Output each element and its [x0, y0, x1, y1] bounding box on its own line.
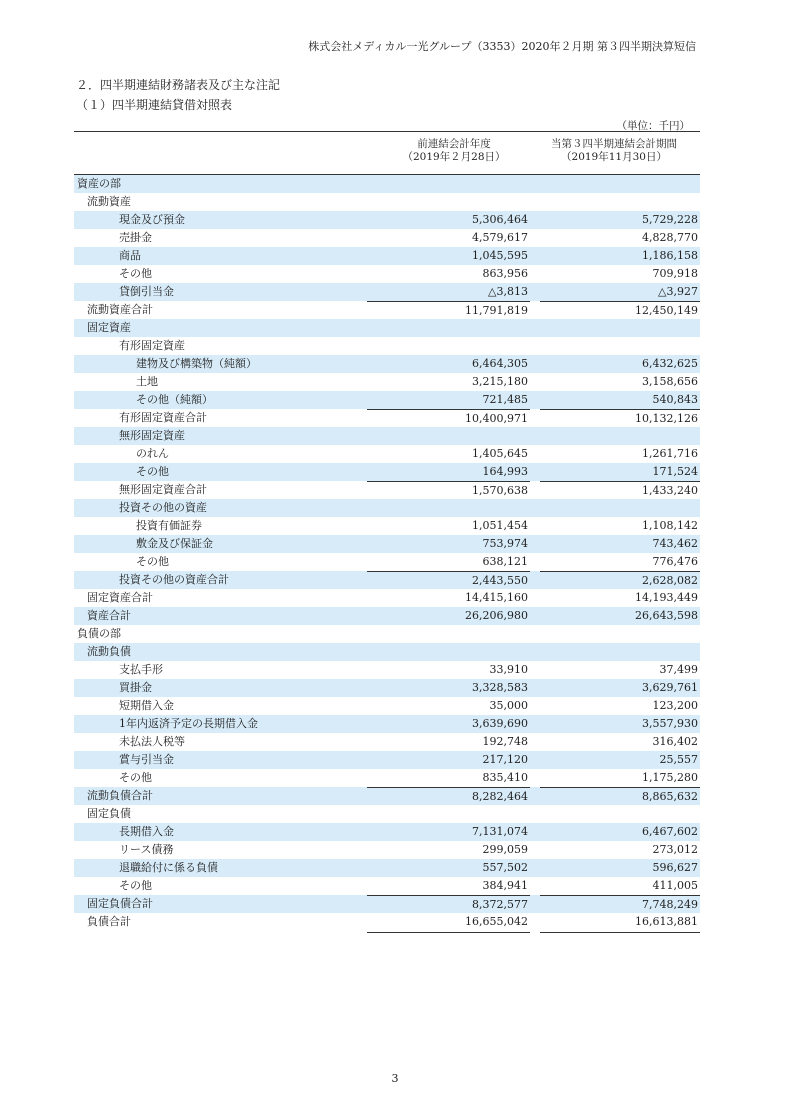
table-row — [74, 571, 700, 589]
prev-period-value: 3,639,690 — [472, 717, 528, 730]
row-label: 投資その他の資産合計 — [119, 573, 229, 586]
row-label: 現金及び預金 — [119, 213, 185, 226]
curr-period-value: 316,402 — [652, 735, 698, 748]
curr-period-value: 1,186,158 — [642, 249, 698, 262]
table-row — [74, 391, 700, 409]
table-row — [74, 589, 700, 607]
row-label: 敷金及び保証金 — [136, 537, 213, 550]
table-row — [74, 697, 700, 715]
row-label: 有形固定資産合計 — [119, 411, 207, 424]
prev-period-value: 7,131,074 — [472, 825, 528, 838]
prev-period-value: 6,464,305 — [472, 357, 528, 370]
curr-period-value: 596,627 — [652, 861, 698, 874]
prev-period-value: 557,502 — [482, 861, 528, 874]
prev-period-value: 11,791,819 — [367, 301, 530, 318]
curr-period-value: 1,261,716 — [642, 447, 698, 460]
sub-title: （１）四半期連結貸借対照表 — [76, 98, 233, 112]
prev-period-value: 16,655,042 — [367, 915, 530, 933]
curr-period-value: 3,629,761 — [642, 681, 698, 694]
balance-sheet-table — [74, 131, 700, 931]
row-label: 固定負債合計 — [87, 897, 153, 910]
prev-period-value: 1,570,638 — [367, 481, 530, 498]
curr-period-title: 当第３四半期連結会計期間 — [551, 138, 677, 150]
curr-period-value: 2,628,082 — [540, 571, 700, 588]
table-row — [74, 499, 700, 517]
table-row — [74, 229, 700, 247]
row-label: 貸倒引当金 — [119, 285, 174, 298]
table-row — [74, 733, 700, 751]
row-label: 1年内返済予定の長期借入金 — [119, 717, 258, 730]
prev-period-value: 753,974 — [482, 537, 528, 550]
prev-period-value: 3,215,180 — [472, 375, 528, 388]
prev-period-value: 10,400,971 — [367, 409, 530, 426]
row-label: その他 — [119, 267, 152, 280]
table-row — [74, 445, 700, 463]
curr-period-value: 411,005 — [652, 879, 698, 892]
prev-period-value: 721,485 — [482, 393, 528, 406]
prev-period-value: 3,328,583 — [472, 681, 528, 694]
row-label: 投資その他の資産 — [119, 501, 207, 514]
prev-period-value: 33,910 — [489, 663, 528, 676]
curr-period-value: 123,200 — [652, 699, 698, 712]
table-row — [74, 175, 700, 193]
table-row — [74, 859, 700, 877]
row-label: 退職給付に係る負債 — [119, 861, 218, 874]
row-label: 有形固定資産 — [119, 339, 185, 352]
prev-period-value: △3,813 — [488, 285, 528, 298]
row-label: 資産合計 — [87, 609, 131, 622]
prev-period-value: 35,000 — [489, 699, 528, 712]
prev-period-value: 192,748 — [482, 735, 528, 748]
curr-period-value: 3,557,930 — [642, 717, 698, 730]
row-label: 短期借入金 — [119, 699, 174, 712]
prev-period-value: 5,306,464 — [472, 213, 528, 226]
curr-period-value: 12,450,149 — [540, 301, 700, 318]
row-label: その他 — [136, 465, 169, 478]
row-label: 土地 — [136, 375, 158, 388]
table-row — [74, 463, 700, 481]
row-label: 建物及び構築物（純額） — [136, 357, 257, 370]
row-label: 固定負債 — [87, 807, 131, 820]
table-row — [74, 481, 700, 499]
unit-label: （単位：千円） — [616, 120, 690, 132]
row-label: 商品 — [119, 249, 141, 262]
prev-period-value: 14,415,160 — [465, 591, 528, 604]
curr-period-value: 14,193,449 — [635, 591, 698, 604]
table-row — [74, 715, 700, 733]
row-label: のれん — [136, 447, 169, 460]
prev-period-value: 164,993 — [482, 465, 528, 478]
prev-period-value: 835,410 — [482, 771, 528, 784]
curr-period-value: 37,499 — [659, 663, 698, 676]
table-row — [74, 913, 700, 931]
table-row — [74, 751, 700, 769]
table-row — [74, 841, 700, 859]
curr-period-value: 25,557 — [659, 753, 698, 766]
row-label: 買掛金 — [119, 681, 152, 694]
row-label: 無形固定資産 — [119, 429, 185, 442]
curr-period-value: 5,729,228 — [642, 213, 698, 226]
table-row — [74, 769, 700, 787]
table-row — [74, 823, 700, 841]
table-row — [74, 337, 700, 355]
prev-period-value: 299,059 — [482, 843, 528, 856]
curr-period-value: 4,828,770 — [642, 231, 698, 244]
section-title: ２．四半期連結財務諸表及び主な注記 — [76, 78, 281, 92]
prev-period-title: 前連結会計年度 — [417, 138, 491, 150]
table-row — [74, 805, 700, 823]
row-label: 未払法人税等 — [119, 735, 185, 748]
row-label: 投資有価証券 — [136, 519, 202, 532]
curr-period-value: △3,927 — [658, 285, 698, 298]
prev-period-value: 1,045,595 — [472, 249, 528, 262]
curr-period-value: 7,748,249 — [540, 895, 700, 912]
row-label: 負債合計 — [87, 915, 131, 928]
table-row — [74, 787, 700, 805]
row-label: 無形固定資産合計 — [119, 483, 207, 496]
row-label: 固定資産合計 — [87, 591, 153, 604]
row-label: その他 — [119, 771, 152, 784]
row-label: その他 — [136, 555, 169, 568]
table-row — [74, 211, 700, 229]
row-label: 支払手形 — [119, 663, 163, 676]
table-row — [74, 553, 700, 571]
curr-period-value: 3,158,656 — [642, 375, 698, 388]
row-label: 負債の部 — [77, 627, 121, 640]
curr-period-date: （2019年11月30日） — [561, 151, 667, 163]
table-row — [74, 535, 700, 553]
curr-period-value: 540,843 — [652, 393, 698, 406]
row-label: 長期借入金 — [119, 825, 174, 838]
row-label: リース債務 — [119, 843, 174, 856]
curr-period-value: 1,175,280 — [642, 771, 698, 784]
curr-period-value: 6,432,625 — [642, 357, 698, 370]
table-row — [74, 607, 700, 625]
row-label: 流動負債 — [87, 645, 131, 658]
column-header — [74, 131, 700, 175]
curr-period-value: 26,643,598 — [635, 609, 698, 622]
prev-period-value: 863,956 — [482, 267, 528, 280]
table-row — [74, 247, 700, 265]
prev-period-value: 2,443,550 — [367, 571, 530, 588]
table-row — [74, 193, 700, 211]
row-label: 売掛金 — [119, 231, 152, 244]
table-row — [74, 301, 700, 319]
prev-period-value: 384,941 — [482, 879, 528, 892]
table-row — [74, 679, 700, 697]
row-label: 流動負債合計 — [87, 789, 153, 802]
prev-period-value: 217,120 — [482, 753, 528, 766]
table-row — [74, 283, 700, 301]
prev-period-value: 8,372,577 — [367, 895, 530, 912]
table-row — [74, 265, 700, 283]
report-header: 株式会社メディカル一光グループ（3353）2020年２月期 第３四半期決算短信 — [308, 40, 696, 53]
table-row — [74, 661, 700, 679]
prev-period-value: 26,206,980 — [465, 609, 528, 622]
curr-period-value: 1,108,142 — [642, 519, 698, 532]
row-label: 流動資産合計 — [87, 303, 153, 316]
row-label: 賞与引当金 — [119, 753, 174, 766]
table-row — [74, 427, 700, 445]
prev-period-value: 8,282,464 — [367, 787, 530, 804]
row-label: 固定資産 — [87, 321, 131, 334]
prev-period-value: 1,051,454 — [472, 519, 528, 532]
prev-period-header — [379, 138, 529, 164]
curr-period-value: 743,462 — [652, 537, 698, 550]
table-row — [74, 625, 700, 643]
table-row — [74, 517, 700, 535]
curr-period-value: 273,012 — [652, 843, 698, 856]
curr-period-value: 171,524 — [652, 465, 698, 478]
table-row — [74, 355, 700, 373]
curr-period-value: 6,467,602 — [642, 825, 698, 838]
row-label: その他 — [119, 879, 152, 892]
curr-period-value: 16,613,881 — [540, 915, 700, 933]
table-row — [74, 373, 700, 391]
prev-period-value: 638,121 — [482, 555, 528, 568]
prev-period-date: （2019年２月28日） — [402, 151, 506, 163]
table-body — [74, 175, 700, 931]
table-row — [74, 877, 700, 895]
prev-period-value: 4,579,617 — [472, 231, 528, 244]
table-row — [74, 643, 700, 661]
page-number: 3 — [391, 1072, 399, 1085]
curr-period-header — [539, 138, 689, 164]
prev-period-value: 1,405,645 — [472, 447, 528, 460]
curr-period-value: 1,433,240 — [540, 481, 700, 498]
table-row — [74, 409, 700, 427]
curr-period-value: 776,476 — [652, 555, 698, 568]
curr-period-value: 8,865,632 — [540, 787, 700, 804]
curr-period-value: 709,918 — [652, 267, 698, 280]
table-row — [74, 895, 700, 913]
row-label: 流動資産 — [87, 195, 131, 208]
row-label: 資産の部 — [77, 177, 121, 190]
table-row — [74, 319, 700, 337]
curr-period-value: 10,132,126 — [540, 409, 700, 426]
row-label: その他（純額） — [136, 393, 213, 406]
